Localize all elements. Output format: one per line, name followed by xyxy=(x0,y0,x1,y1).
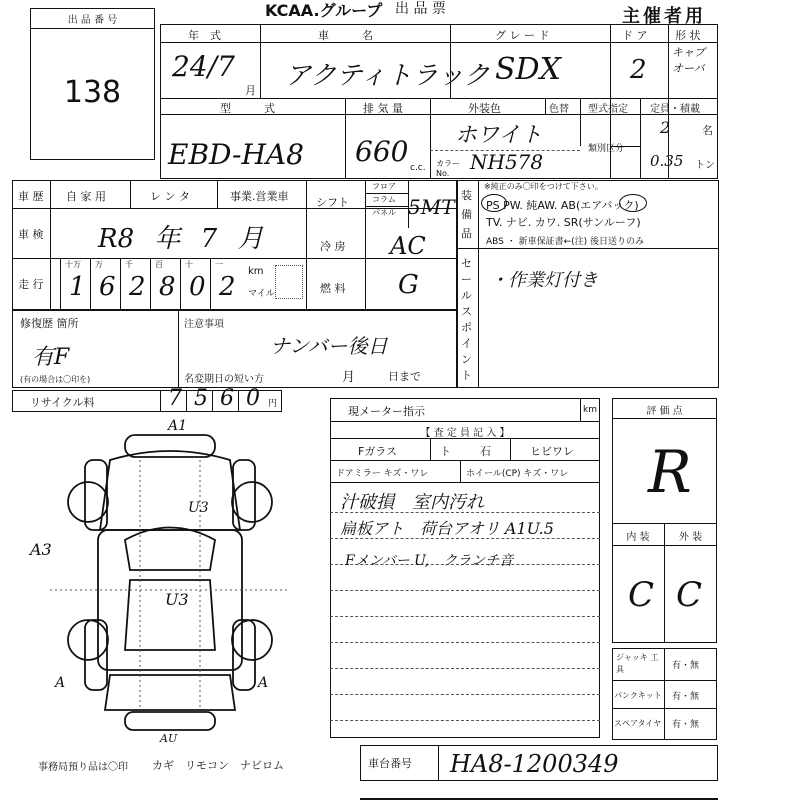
header-organizer: 主催者用 xyxy=(622,6,706,27)
mileage-digit: 0 xyxy=(189,272,206,302)
mileage-unit: 十万 xyxy=(65,260,81,269)
year-unit: 月 xyxy=(245,84,256,97)
grade-value: SDX xyxy=(495,52,561,87)
mileage-cell xyxy=(150,258,180,310)
caution-value: ナンバー後日 xyxy=(270,334,388,358)
equipment-note: ※純正のみ〇印をつけて下さい。 xyxy=(484,182,603,191)
glass-opt2: 石 xyxy=(480,445,491,458)
ruled-line xyxy=(330,590,600,591)
inspector-title: 【 査 定 員 記 入 】 xyxy=(420,428,510,439)
month-label: 月 xyxy=(342,370,356,385)
ruled-line xyxy=(330,616,600,617)
mileage-cell xyxy=(60,258,90,310)
ruled-line xyxy=(330,668,600,669)
history-private: 自 家 用 xyxy=(66,190,106,203)
mirror-label: ドアミラー キズ・ワレ xyxy=(336,469,429,479)
fuel-value: G xyxy=(398,270,419,300)
doors-label: ド ア xyxy=(622,29,648,42)
color-change-label: 色替 xyxy=(549,104,569,115)
chassis-label: 車台番号 xyxy=(368,757,412,770)
shape-value: キャブオーバ xyxy=(672,46,705,75)
mark-a-right: A xyxy=(258,675,269,691)
recycle-cell xyxy=(160,386,186,412)
glass-opt1: ト xyxy=(440,445,451,458)
mileage-unit: 百 xyxy=(155,260,163,269)
fuel-label: 燃 料 xyxy=(320,282,346,295)
ac-value: AC xyxy=(390,232,426,260)
mileage-unit: 千 xyxy=(125,260,133,269)
mileage-digit: 2 xyxy=(129,272,146,302)
mark-au: AU xyxy=(160,732,178,745)
header-exhibit: 出 品 票 xyxy=(395,1,446,17)
mileage-unit: 一 xyxy=(215,260,223,269)
repair-label: 修復歴 箇所 xyxy=(20,317,79,330)
recycle-digit: 7 xyxy=(168,386,182,411)
glass-opt3: ヒビワレ xyxy=(530,445,574,458)
jack-option: 有・無 xyxy=(672,661,700,671)
lot-number: 138 xyxy=(63,75,122,110)
caution-label: 注意事項 xyxy=(184,319,224,330)
year-value: 24/7 xyxy=(172,50,235,83)
meter-label: 現メーター指示 xyxy=(348,405,425,418)
disp-value: 660 xyxy=(355,135,409,168)
history-rental: レ ン タ xyxy=(150,190,190,203)
recycle-label: リサイクル料 xyxy=(30,396,95,409)
ac-label: 冷 房 xyxy=(320,240,346,253)
recycle-cell xyxy=(186,386,212,412)
capacity-label: 定員・積載 xyxy=(650,104,700,115)
model-label: 型 式 xyxy=(220,102,275,115)
recycle-cell xyxy=(212,386,238,412)
history-label: 車 歴 xyxy=(18,190,44,203)
repair-value: 有F xyxy=(32,345,70,370)
disp-unit: c.c. xyxy=(410,163,426,173)
mileage-digit: 2 xyxy=(219,272,236,302)
car-diagram xyxy=(40,420,300,750)
mileage-label: 走 行 xyxy=(18,278,44,291)
mile-box xyxy=(275,265,303,299)
capacity-load: 0.35 xyxy=(650,152,684,170)
ruled-line xyxy=(330,720,600,721)
recycle-unit: 円 xyxy=(268,399,278,409)
repair-note: (有の場合は〇印を) xyxy=(20,375,91,384)
meter-km: km xyxy=(583,405,597,415)
designation-label: 型式指定 xyxy=(588,104,628,115)
km-label: km xyxy=(248,266,264,277)
office-items: カギ リモコン ナビロム xyxy=(152,759,284,772)
color-no-value: NH578 xyxy=(470,150,544,174)
interior-value: C xyxy=(628,575,655,615)
puncture-option: 有・無 xyxy=(672,692,700,702)
puncture-label: パンクキット xyxy=(614,691,662,700)
name-value: アクティトラック xyxy=(285,61,490,91)
mile-label: マイル xyxy=(248,289,275,299)
recycle-digit: 5 xyxy=(194,386,208,411)
color-value: ホワイト xyxy=(455,123,543,148)
shift-floor: フロア xyxy=(372,182,396,191)
exterior-value: C xyxy=(676,575,703,615)
score-value: R xyxy=(648,438,692,506)
inspector-note-1: 汁破損 室内汚れ xyxy=(340,492,484,513)
selling-label: セールスポイント xyxy=(461,257,472,382)
mileage-digit: 1 xyxy=(69,272,86,302)
shape-label: 形 状 xyxy=(675,29,701,42)
mileage-digit: 8 xyxy=(159,272,176,302)
jack-label: ジャッキ 工 具 xyxy=(616,653,667,674)
recycle-cell xyxy=(238,386,264,412)
ps-circle xyxy=(481,194,507,212)
chassis-value: HA8-1200349 xyxy=(450,750,619,778)
mileage-cell xyxy=(120,258,150,310)
inspector-note-3: Fメンバー U, クランチ音 xyxy=(345,553,514,569)
spare-option: 有・無 xyxy=(672,720,700,730)
equipment-label: 装備品 xyxy=(461,189,472,240)
office-label: 事務局預り品は〇印 xyxy=(38,762,128,773)
capacity-load-unit: トン xyxy=(695,160,715,171)
capacity-persons: 2 xyxy=(660,118,671,137)
capacity-persons-unit: 名 xyxy=(702,124,713,137)
inspection-label: 車 検 xyxy=(18,228,44,241)
day-until-label: 日まで xyxy=(388,370,421,383)
mark-a3: A3 xyxy=(30,540,52,559)
color-no-label: カラーNo. xyxy=(436,159,460,178)
recycle-digit: 0 xyxy=(246,386,260,411)
selling-value: ・作業灯付き xyxy=(490,270,598,291)
mark-a1: A1 xyxy=(168,418,188,434)
mark-u3-body: U3 xyxy=(165,590,189,609)
equipment-line1: PS PW. 純AW. AB(エアバック) xyxy=(486,199,639,212)
name-label: 車 名 xyxy=(318,29,373,42)
inspection-value: R8 年 7 月 xyxy=(98,224,264,254)
shift-column: コラム xyxy=(372,195,396,204)
equipment-line3: ABS ・ 新車保証書←(注) 後日送りのみ xyxy=(486,237,645,247)
ab-circle xyxy=(619,194,647,212)
wheel-label: ホイール(CP) キズ・ワレ xyxy=(466,469,569,479)
exterior-label: 外 装 xyxy=(678,532,703,543)
interior-label: 内 装 xyxy=(626,532,650,543)
ruled-line xyxy=(330,694,600,695)
ruled-line xyxy=(330,642,600,643)
equipment-line2: TV. ナビ. カワ. SR(サンルーフ) xyxy=(486,216,641,229)
color-label: 外装色 xyxy=(468,102,501,115)
model-value: EBD-HA8 xyxy=(168,138,304,171)
score-label: 評 価 点 xyxy=(646,406,683,417)
shift-value: 5MT xyxy=(408,195,455,219)
mark-u3-top: U3 xyxy=(188,500,209,516)
spare-label: スペアタイヤ xyxy=(614,719,662,728)
mileage-cell xyxy=(90,258,120,310)
history-business: 事業.営業車 xyxy=(230,190,289,203)
recycle-digit: 6 xyxy=(220,386,234,411)
mileage-digit: 6 xyxy=(99,272,116,302)
name-change-label: 名変期日の短い方 xyxy=(184,374,264,385)
shift-panel: パネル xyxy=(372,208,396,217)
inspector-note-2: 扁板アト 荷台アオリ A1U.5 xyxy=(340,519,554,538)
disp-label: 排 気 量 xyxy=(363,102,403,115)
grade-label: グ レ ー ド xyxy=(495,29,550,42)
mileage-cell xyxy=(210,258,240,310)
mileage-cell xyxy=(180,258,210,310)
lot-label: 出 品 番 号 xyxy=(67,15,118,26)
shift-label: シフト xyxy=(316,196,349,209)
mileage-unit: 万 xyxy=(95,260,103,269)
year-label: 年 式 xyxy=(188,29,221,42)
category-label: 類別区分 xyxy=(588,144,625,154)
mileage-unit: 十 xyxy=(185,260,193,269)
doors-value: 2 xyxy=(630,55,647,85)
mark-a-left: A xyxy=(55,675,66,691)
glass-label: Fガラス xyxy=(358,445,397,458)
header-org: KCAA.グループ xyxy=(265,1,383,20)
